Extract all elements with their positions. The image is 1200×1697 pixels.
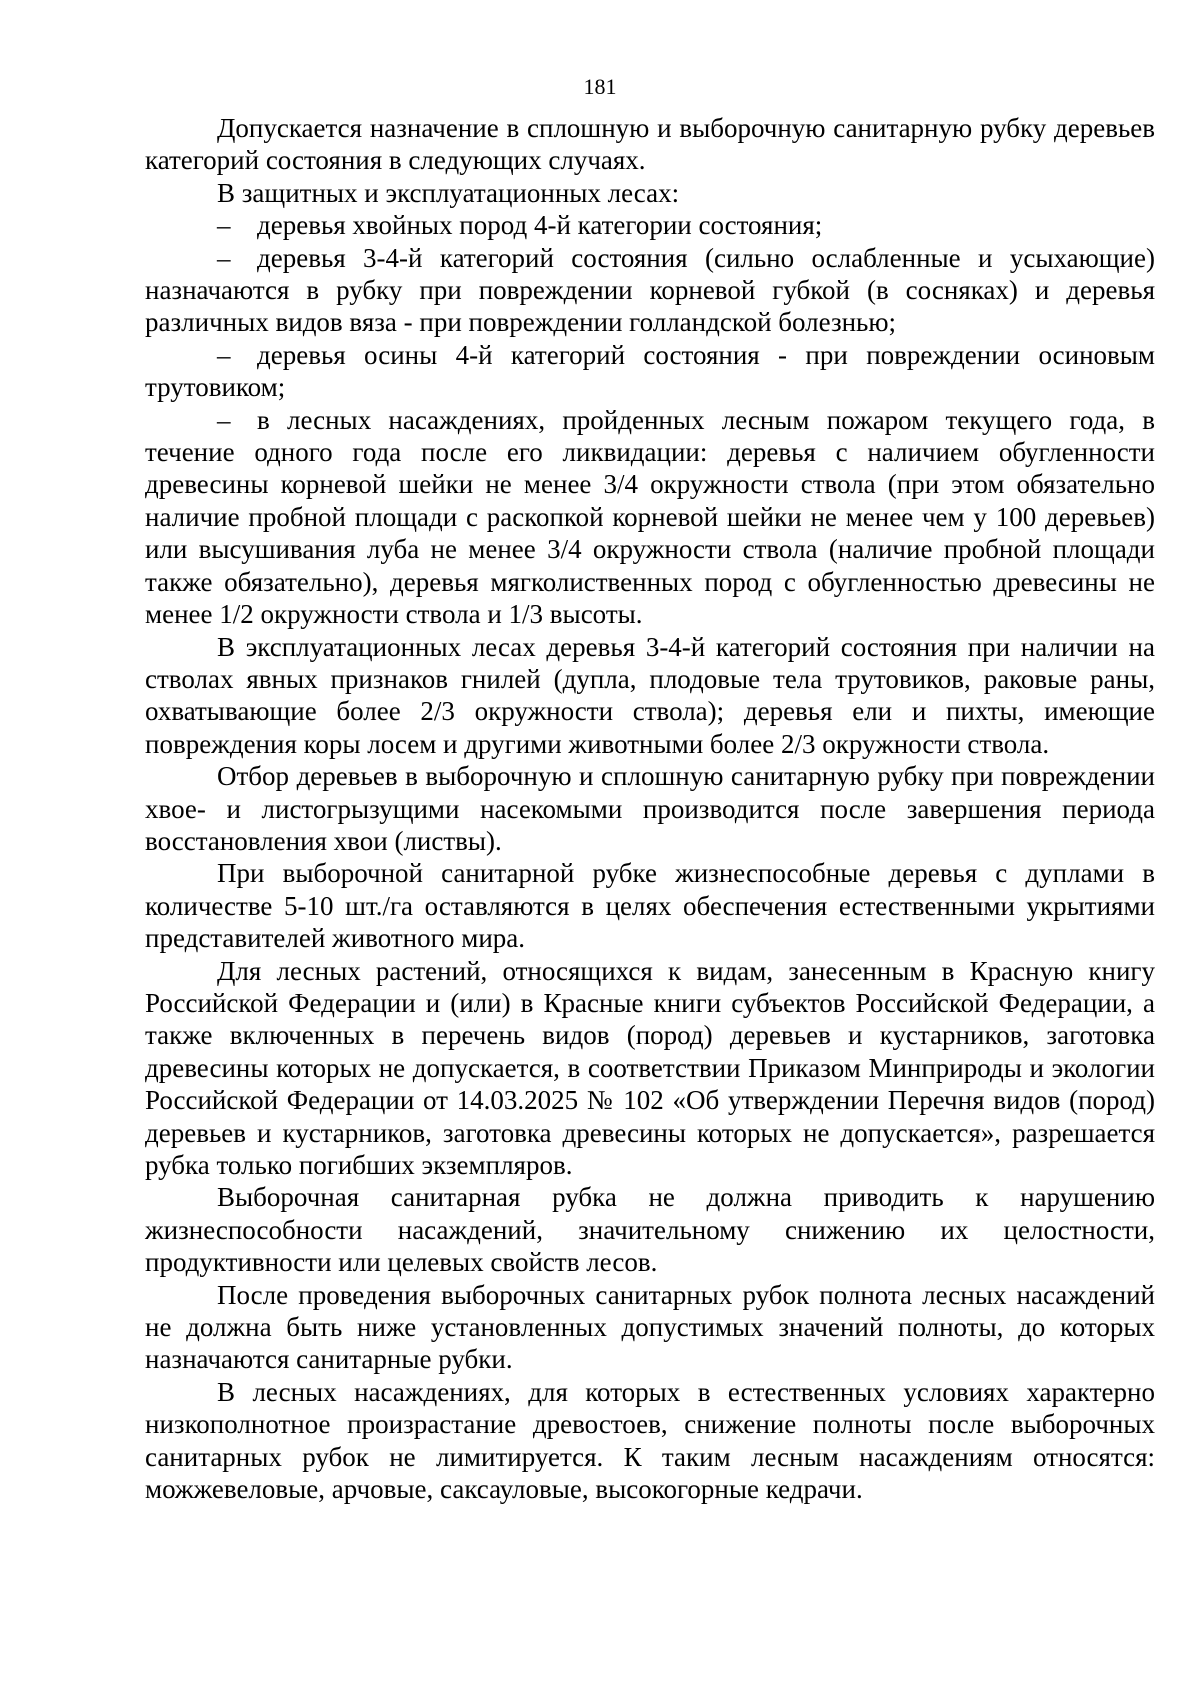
list-item [145,242,1155,339]
paragraph-insect-damage: Отбор деревьев в выборочную и сплошную санитарную рубку при повреждении хвое- и листогрызущими насекомыми производится после завершения периода восстановления хвои (листвы). [145,761,1155,856]
paragraph-low-density: В лесных насаждениях, для которых в естественных условиях характерно низкополнотное произрастание древостоев, снижение полноты после выборочных санитарных рубок не лимитируется. К таким лесным насаждениям относятся: можжевеловые, арчовые, саксауловые, высокогорные кедрачи. [145,1376,1155,1505]
page-number: 181 [583,74,617,99]
paragraph-density: После проведения выборочных санитарных рубок полнота лесных насаждений не должна быть ниже установленных допустимых значений полноты, до которых назначаются санитарные рубки. [145,1279,1155,1375]
list-item-text: деревья 3-4-й категорий состояния (сильно ослабленные и усыхающие) назначаются в рубку при повреждении корневой губкой (в сосняках) и деревья различных видов вяза - при повреждении голландской болезнью; [145,242,1155,338]
list-item [145,339,1155,404]
dash-marker: – [217,339,231,370]
paragraph-red-book: Для лесных растений, относящихся к видам, занесенным в Красную книгу Российской Федерации и (или) в Красные книги субъектов Российской Федерации, а также включенных в перечень видов (пород) деревьев и кустарников, заготовка древесины которых не допускается, в соответствии Приказом Минприроды и экологии Российской Федерации от 14.03.2025 № 102 «Об утверждении Перечня видов (пород) деревьев и кустарников, заготовка древесины которых не допускается», разрешается рубка только погибших экземпляров. [145,955,1155,1180]
document-body [145,112,1155,1505]
list-item [145,404,1155,631]
paragraph-forests-heading: В защитных и эксплуатационных лесах: [217,177,680,208]
dash-marker: – [217,404,231,435]
list-item-text: деревья осины 4-й категорий состояния - при повреждении осиновым трутовиком; [145,339,1155,403]
paragraph-intro: Допускается назначение в сплошную и выборочную санитарную рубку деревьев категорий состояния в следующих случаях. [145,113,1155,176]
list-item-text: в лесных насаждениях, пройденных лесным пожаром текущего года, в течение одного года после его ликвидации: деревья с наличием обугленности древесины корневой шейки не менее 3/4 окружности ствола (при этом обязательно наличие пробной площади с раскопкой корневой шейки не менее чем у 100 деревьев) или высушивания луба не менее 3/4 окружности ствола (наличие пробной площади также обязательно), деревья мягколиственных пород с обугленностью древесины не менее 1/2 окружности ствола и 1/3 высоты. [145,404,1155,630]
list-item [145,209,1155,241]
paragraph-hollow-trees: При выборочной санитарной рубке жизнеспособные деревья с дуплами в количестве 5-10 шт./га оставляются в целях обеспечения естественными укрытиями представителей животного мира. [145,858,1155,954]
list-item-text: деревья хвойных пород 4-й категории состояния; [257,210,823,241]
dash-marker: – [217,210,231,241]
dash-marker: – [217,242,231,273]
paragraph-exploitation-forests: В эксплуатационных лесах деревья 3-4-й категорий состояния при наличии на стволах явных признаков гнилей (дупла, плодовые тела трутовиков, раковые раны, охватывающие более 2/3 окружности ствола); деревья ели и пихты, имеющие повреждения коры лосем и другими животными более 2/3 окружности ствола. [145,631,1155,759]
paragraph-selective-cutting: Выборочная санитарная рубка не должна приводить к нарушению жизнеспособности насаждений, значительному снижению их целостности, продуктивности или целевых свойств лесов. [145,1182,1155,1278]
